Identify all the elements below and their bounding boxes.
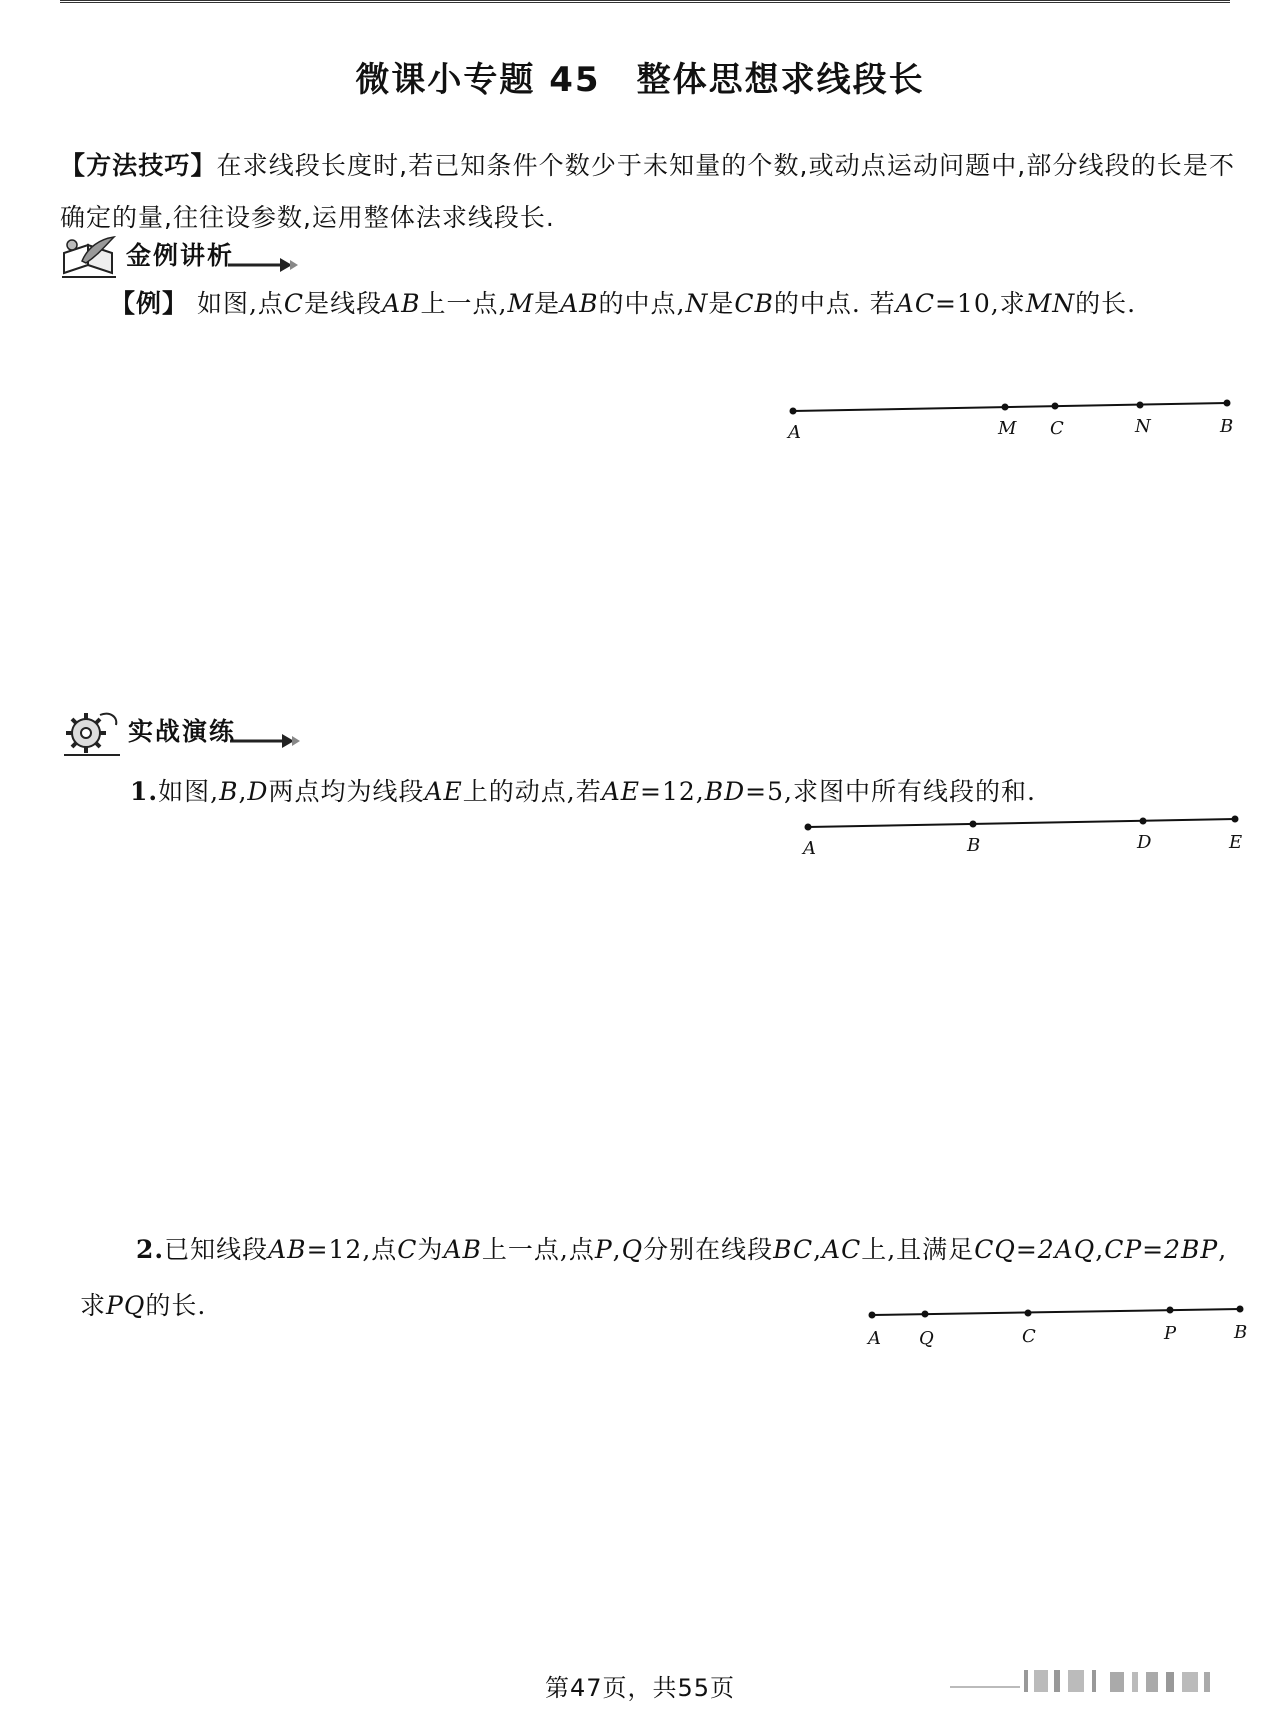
example-text: 的中点. 若 — [773, 289, 896, 318]
point-dot — [1167, 1307, 1174, 1314]
question-text: 两点均为线段 — [268, 777, 425, 806]
question-text: 为 — [417, 1235, 444, 1264]
question-text: 分别在线段 — [643, 1235, 774, 1264]
question-text: 上,且满足 — [861, 1235, 975, 1264]
question-text: , — [612, 1235, 622, 1264]
segment-AC: AC — [895, 289, 935, 318]
point-dot — [1232, 816, 1239, 823]
question-text: =12, — [640, 777, 705, 806]
example-tag: 【例】 — [110, 289, 189, 318]
question-text: =12,点 — [306, 1235, 398, 1264]
point-dot — [1237, 1306, 1244, 1313]
point-B: B — [219, 777, 239, 806]
segment-AQ: 2AQ — [1037, 1235, 1096, 1264]
section-header-example — [58, 236, 298, 280]
point-label: A — [803, 838, 816, 859]
question-text: =5,求图中所有线段的和. — [745, 777, 1036, 806]
point-M: M — [507, 289, 535, 318]
point-label: A — [868, 1328, 881, 1349]
segment-AC: AC — [822, 1235, 862, 1264]
point-label: C — [1050, 418, 1064, 439]
point-dot — [805, 824, 812, 831]
segment-AE: AE — [424, 777, 463, 806]
point-N: N — [685, 289, 709, 318]
example-text: =10,求 — [934, 289, 1026, 318]
question-text: 已知线段 — [164, 1235, 269, 1264]
segment-BC: BC — [773, 1235, 814, 1264]
point-P: P — [594, 1235, 613, 1264]
segment-AE: AE — [601, 777, 641, 806]
point-dot — [922, 1311, 929, 1318]
segment-MN: MN — [1025, 289, 1076, 318]
example-problem — [60, 276, 1235, 332]
question-2-figure — [858, 1296, 1258, 1356]
section-label-practice: 实战演练 — [128, 717, 237, 746]
question-number: 2. — [136, 1235, 165, 1264]
question-text: , — [813, 1235, 823, 1264]
top-border — [60, 0, 1230, 3]
segment-BP: 2BP — [1164, 1235, 1219, 1264]
example-text: 是线段 — [304, 289, 383, 318]
question-text: = — [1142, 1235, 1165, 1264]
method-tips — [60, 140, 1235, 244]
segment-CB: CB — [734, 289, 774, 318]
point-label: B — [1234, 1322, 1248, 1343]
example-text: 是 — [708, 289, 735, 318]
question-1-figure — [795, 810, 1255, 870]
point-dot — [1224, 400, 1231, 407]
point-dot — [1137, 402, 1144, 409]
example-text: 是 — [534, 289, 561, 318]
point-label: N — [1135, 416, 1151, 437]
point-label: D — [1137, 832, 1152, 853]
example-text: 如图,点 — [196, 289, 284, 318]
segment-AB: AB — [560, 289, 599, 318]
question-text: 上的动点,若 — [462, 777, 602, 806]
point-label: Q — [919, 1328, 934, 1349]
point-dot — [869, 1312, 876, 1319]
question-text: , — [238, 777, 248, 806]
section-label-example: 金例讲析 — [126, 241, 235, 270]
section-header-practice — [60, 712, 300, 756]
question-text: = — [1015, 1235, 1038, 1264]
question-number: 1. — [130, 777, 159, 806]
segment-BD: BD — [704, 777, 746, 806]
example-text: 的中点, — [598, 289, 686, 318]
example-text: 上一点, — [420, 289, 508, 318]
point-dot — [1002, 404, 1009, 411]
segment-AB: AB — [382, 289, 421, 318]
point-dot — [1140, 818, 1147, 825]
point-label: A — [788, 422, 801, 443]
question-text: 如图, — [158, 777, 220, 806]
segment-line — [793, 403, 1227, 411]
point-dot — [1052, 403, 1059, 410]
page-footer: 第47页，共55页 — [544, 1674, 736, 1702]
point-dot — [790, 408, 797, 415]
point-dot — [970, 821, 977, 828]
method-tag: 【方法技巧】 — [60, 151, 217, 180]
gear-icon — [60, 709, 124, 759]
segment-AB: AB — [443, 1235, 482, 1264]
point-C: C — [397, 1235, 418, 1264]
question-text: , — [1095, 1235, 1105, 1264]
page-title: 微课小专题 45 整体思想求线段长 — [355, 60, 925, 100]
method-text: 在求线段长度时,若已知条件个数少于未知量的个数,或动点运动问题中,部分线段的长是不确定的量,往往设参数,运用整体法求线段长. — [60, 151, 1235, 232]
watermark-icon — [950, 1666, 1220, 1696]
point-Q: Q — [621, 1235, 644, 1264]
question-text: ,求 — [80, 1235, 1228, 1320]
example-figure — [780, 390, 1240, 450]
arrow-decoration-icon — [228, 257, 298, 273]
point-label: B — [1220, 416, 1234, 437]
segment-PQ: PQ — [106, 1291, 146, 1320]
question-text: 上一点,点 — [481, 1235, 595, 1264]
segment-CQ: CQ — [974, 1235, 1016, 1264]
arrow-decoration-icon — [230, 733, 300, 749]
point-label: E — [1229, 832, 1243, 853]
segment-line — [808, 819, 1235, 827]
example-text: 的长. — [1075, 289, 1137, 318]
point-label: M — [998, 418, 1017, 439]
point-D: D — [247, 777, 269, 806]
point-label: B — [967, 835, 981, 856]
point-label: C — [1022, 1326, 1036, 1347]
segment-CP: CP — [1104, 1235, 1143, 1264]
segment-AB: AB — [268, 1235, 307, 1264]
point-label: P — [1164, 1323, 1177, 1344]
point-C: C — [283, 289, 305, 318]
question-text: 的长. — [145, 1291, 207, 1320]
point-dot — [1025, 1310, 1032, 1317]
